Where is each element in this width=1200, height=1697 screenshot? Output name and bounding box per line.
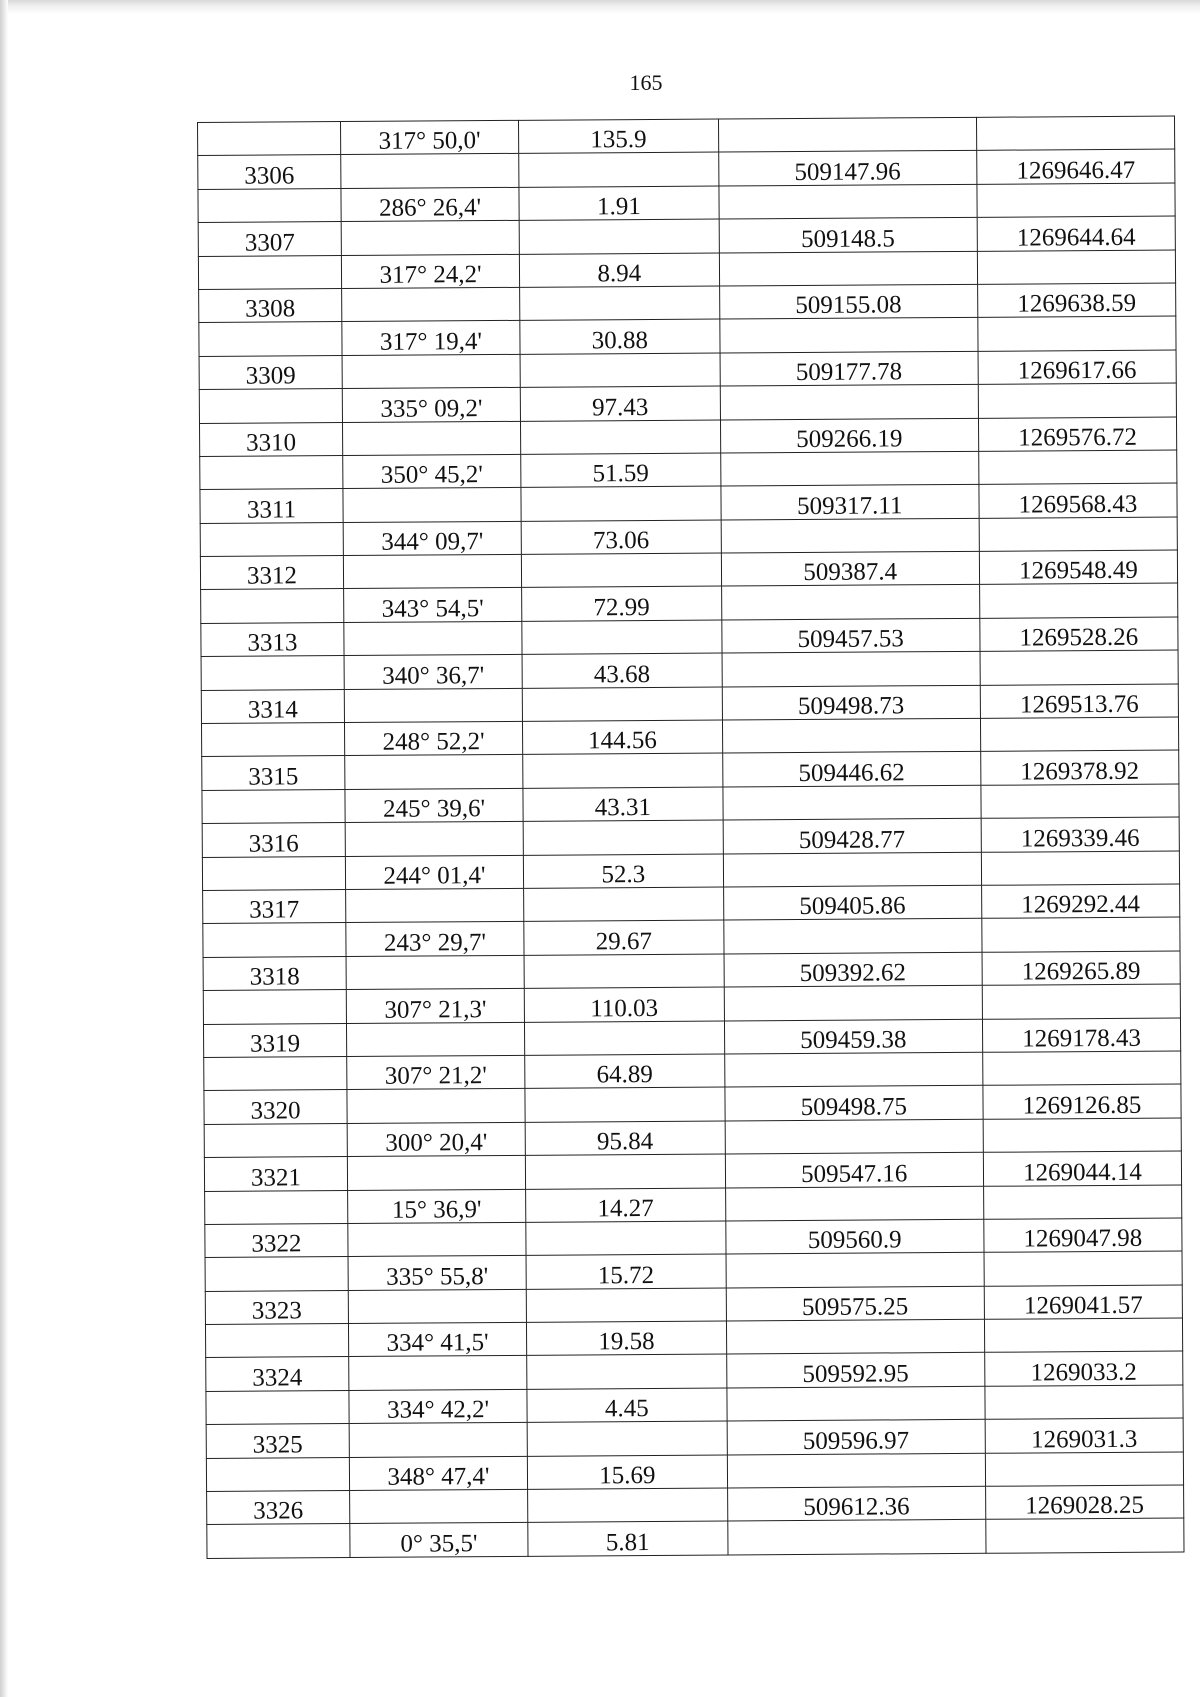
table-row (205, 1218, 1182, 1258)
y-cell: 1269041.57 (984, 1285, 1182, 1320)
distance-cell (527, 1354, 727, 1389)
point-cell: 3311 (200, 489, 343, 523)
distance-cell (524, 887, 724, 922)
y-cell: 1269126.85 (983, 1084, 1181, 1119)
distance-cell: 15.69 (527, 1455, 727, 1490)
point-cell (199, 322, 342, 356)
bearing-cell (343, 554, 521, 589)
point-cell (201, 589, 344, 623)
bearing-cell (344, 621, 522, 656)
table-row (203, 951, 1180, 991)
x-cell: 509387.4 (721, 551, 979, 586)
bearing-cell: 0° 35,5' (350, 1523, 528, 1558)
distance-cell (526, 1288, 726, 1323)
table-row (203, 1018, 1180, 1058)
point-cell: 3310 (199, 422, 342, 456)
y-cell: 1269548.49 (979, 550, 1177, 585)
bearing-cell: 317° 50,0' (340, 120, 518, 155)
bearing-cell (341, 154, 519, 189)
y-cell: 1269031.3 (985, 1418, 1183, 1453)
x-cell (719, 318, 977, 353)
point-cell: 3321 (204, 1157, 347, 1191)
y-cell (979, 450, 1177, 485)
x-cell: 509266.19 (720, 418, 978, 453)
point-cell (207, 1524, 350, 1558)
distance-cell (524, 954, 724, 989)
y-cell (980, 717, 1178, 752)
y-cell (982, 984, 1180, 1019)
bearing-cell (350, 1489, 528, 1524)
y-cell (980, 650, 1178, 685)
point-cell (203, 990, 346, 1024)
distance-cell (520, 353, 720, 388)
y-cell: 1269644.64 (977, 216, 1175, 251)
bearing-cell (342, 354, 520, 389)
x-cell (723, 785, 981, 820)
y-cell: 1269378.92 (981, 750, 1179, 785)
y-cell: 1269292.44 (981, 884, 1179, 919)
y-cell: 1269638.59 (977, 283, 1175, 318)
table-row (207, 1518, 1184, 1558)
point-cell (202, 789, 345, 823)
distance-cell: 73.06 (521, 520, 721, 555)
distance-cell: 144.56 (523, 720, 723, 755)
distance-cell (522, 620, 722, 655)
bearing-cell: 243° 29,7' (346, 922, 524, 957)
y-cell (983, 1118, 1181, 1153)
x-cell: 509428.77 (723, 819, 981, 854)
bearing-cell (345, 822, 523, 857)
distance-cell (528, 1488, 728, 1523)
x-cell (724, 985, 982, 1020)
distance-cell: 110.03 (524, 987, 724, 1022)
point-cell: 3308 (199, 288, 342, 322)
y-cell (984, 1251, 1182, 1286)
x-cell: 509148.5 (719, 218, 977, 253)
point-cell: 3319 (203, 1023, 346, 1057)
point-cell: 3309 (199, 355, 342, 389)
bearing-cell (346, 888, 524, 923)
x-cell (726, 1253, 984, 1288)
point-cell: 3320 (204, 1090, 347, 1124)
point-cell (200, 522, 343, 556)
x-cell: 509405.86 (723, 885, 981, 920)
x-cell (723, 852, 981, 887)
distance-cell (527, 1421, 727, 1456)
x-cell: 509446.62 (722, 752, 980, 787)
y-cell (979, 583, 1177, 618)
point-cell: 3324 (206, 1357, 349, 1391)
bearing-cell: 300° 20,4' (347, 1122, 525, 1157)
distance-cell: 5.81 (528, 1521, 728, 1556)
bearing-cell: 15° 36,9' (348, 1189, 526, 1224)
distance-cell: 43.68 (522, 653, 722, 688)
point-cell: 3325 (206, 1424, 349, 1458)
bearing-cell: 335° 55,8' (348, 1256, 526, 1291)
point-cell: 3313 (201, 622, 344, 656)
table-row (202, 750, 1179, 790)
bearing-cell (349, 1356, 527, 1391)
y-cell (982, 917, 1180, 952)
point-cell (206, 1390, 349, 1424)
y-cell (978, 383, 1176, 418)
table-row (200, 483, 1177, 523)
y-cell (984, 1318, 1182, 1353)
distance-cell: 52.3 (523, 854, 723, 889)
x-cell (725, 1119, 983, 1154)
y-cell (981, 851, 1179, 886)
bearing-cell (347, 1155, 525, 1190)
bearing-cell: 245° 39,6' (345, 788, 523, 823)
x-cell: 509392.62 (724, 952, 982, 987)
point-cell: 3316 (202, 823, 345, 857)
bearing-cell (348, 1222, 526, 1257)
x-cell: 509498.75 (725, 1086, 983, 1121)
distance-cell: 97.43 (520, 386, 720, 421)
y-cell: 1269646.47 (977, 149, 1175, 184)
point-cell: 3314 (201, 689, 344, 723)
distance-cell (523, 820, 723, 855)
x-cell: 509147.96 (718, 151, 976, 186)
point-cell (206, 1457, 349, 1491)
distance-cell (525, 1087, 725, 1122)
y-cell (976, 116, 1174, 151)
table-row (206, 1418, 1183, 1458)
bearing-cell (343, 488, 521, 523)
bearing-cell: 343° 54,5' (344, 588, 522, 623)
x-cell (723, 919, 981, 954)
y-cell (983, 1051, 1181, 1086)
bearing-cell (347, 1089, 525, 1124)
bearing-cell: 334° 41,5' (348, 1322, 526, 1357)
bearing-cell: 307° 21,2' (347, 1055, 525, 1090)
point-cell: 3318 (203, 956, 346, 990)
table-row (199, 417, 1176, 457)
bearing-cell: 350° 45,2' (343, 454, 521, 489)
distance-cell: 1.91 (519, 186, 719, 221)
table-row (204, 1084, 1181, 1124)
point-cell: 3322 (205, 1223, 348, 1257)
x-cell (722, 718, 980, 753)
page-number: 165 (629, 70, 663, 95)
table-row (206, 1351, 1183, 1391)
table-row (203, 884, 1180, 924)
point-cell (201, 723, 344, 757)
point-cell: 3312 (200, 556, 343, 590)
point-cell (205, 1257, 348, 1291)
point-cell: 3306 (198, 155, 341, 189)
point-cell: 3317 (203, 890, 346, 924)
table-row (200, 550, 1177, 590)
x-cell: 509155.08 (719, 284, 977, 319)
distance-cell: 95.84 (525, 1121, 725, 1156)
scan-edge-left (0, 0, 8, 1697)
y-cell (979, 517, 1177, 552)
table-row (201, 617, 1178, 657)
y-cell: 1269339.46 (981, 817, 1179, 852)
point-cell: 3323 (205, 1290, 348, 1324)
distance-cell: 15.72 (526, 1254, 726, 1289)
point-cell (203, 923, 346, 957)
y-cell (986, 1518, 1184, 1553)
distance-cell: 51.59 (521, 453, 721, 488)
bearing-cell (349, 1423, 527, 1458)
x-cell: 509498.73 (722, 685, 980, 720)
distance-cell: 30.88 (520, 319, 720, 354)
point-cell (198, 255, 341, 289)
x-cell (727, 1453, 985, 1488)
distance-cell (525, 1021, 725, 1056)
y-cell: 1269617.66 (978, 350, 1176, 385)
table-row (198, 216, 1175, 256)
table-row (204, 1151, 1181, 1191)
distance-cell (520, 286, 720, 321)
x-cell (721, 518, 979, 553)
distance-cell (519, 152, 719, 187)
x-cell (722, 652, 980, 687)
distance-cell: 19.58 (527, 1321, 727, 1356)
y-cell (977, 250, 1175, 285)
x-cell: 509575.25 (726, 1286, 984, 1321)
coordinates-table-body (198, 116, 1185, 1558)
point-cell (200, 455, 343, 489)
bearing-cell (342, 287, 520, 322)
bearing-cell: 344° 09,7' (343, 521, 521, 556)
x-cell: 509612.36 (727, 1486, 985, 1521)
distance-cell: 8.94 (519, 253, 719, 288)
point-cell (201, 656, 344, 690)
x-cell: 509457.53 (721, 618, 979, 653)
bearing-cell (345, 755, 523, 790)
distance-cell (521, 420, 721, 455)
distance-cell (526, 1221, 726, 1256)
x-cell: 509317.11 (721, 485, 979, 520)
x-cell (720, 384, 978, 419)
y-cell (978, 316, 1176, 351)
bearing-cell: 307° 21,3' (346, 989, 524, 1024)
bearing-cell (344, 688, 522, 723)
bearing-cell: 248° 52,2' (344, 721, 522, 756)
bearing-cell (341, 221, 519, 256)
point-cell (199, 389, 342, 423)
x-cell: 509547.16 (725, 1152, 983, 1187)
x-cell (727, 1520, 985, 1555)
x-cell: 509177.78 (720, 351, 978, 386)
bearing-cell: 348° 47,4' (349, 1456, 527, 1491)
y-cell: 1269033.2 (985, 1351, 1183, 1386)
distance-cell (522, 687, 722, 722)
distance-cell: 14.27 (526, 1188, 726, 1223)
table-row (201, 684, 1178, 724)
distance-cell (523, 753, 723, 788)
point-cell: 3307 (198, 222, 341, 256)
point-cell (205, 1324, 348, 1358)
x-cell (718, 117, 976, 152)
point-cell: 3315 (202, 756, 345, 790)
table-row (198, 149, 1175, 189)
scan-edge-top (0, 0, 1200, 14)
y-cell: 1269576.72 (978, 417, 1176, 452)
bearing-cell: 335° 09,2' (342, 387, 520, 422)
distance-cell: 64.89 (525, 1054, 725, 1089)
bearing-cell: 317° 24,2' (341, 254, 519, 289)
y-cell: 1269047.98 (984, 1218, 1182, 1253)
y-cell: 1269028.25 (985, 1485, 1183, 1520)
y-cell (977, 183, 1175, 218)
x-cell: 509459.38 (724, 1019, 982, 1054)
distance-cell: 135.9 (519, 119, 719, 154)
point-cell (198, 122, 341, 156)
point-cell (204, 1056, 347, 1090)
distance-cell: 4.45 (527, 1388, 727, 1423)
x-cell (719, 251, 977, 286)
point-cell (205, 1190, 348, 1224)
x-cell: 509596.97 (727, 1420, 985, 1455)
bearing-cell (342, 421, 520, 456)
point-cell (202, 856, 345, 890)
table-row (199, 350, 1176, 390)
bearing-cell: 317° 19,4' (342, 321, 520, 356)
y-cell: 1269265.89 (982, 951, 1180, 986)
table-row (207, 1485, 1184, 1525)
bearing-cell: 286° 26,4' (341, 187, 519, 222)
table-row (199, 283, 1176, 323)
y-cell (985, 1452, 1183, 1487)
distance-cell (525, 1154, 725, 1189)
y-cell: 1269528.26 (980, 617, 1178, 652)
y-cell (985, 1385, 1183, 1420)
distance-cell: 29.67 (524, 920, 724, 955)
y-cell (981, 784, 1179, 819)
coordinates-table (197, 116, 1185, 1559)
point-cell (198, 188, 341, 222)
y-cell: 1269513.76 (980, 684, 1178, 719)
distance-cell (521, 553, 721, 588)
table-row (202, 817, 1179, 857)
point-cell (204, 1123, 347, 1157)
x-cell (719, 184, 977, 219)
distance-cell (519, 219, 719, 254)
x-cell (727, 1386, 985, 1421)
bearing-cell (346, 1022, 524, 1057)
distance-cell: 72.99 (522, 587, 722, 622)
bearing-cell: 244° 01,4' (345, 855, 523, 890)
y-cell: 1269568.43 (979, 483, 1177, 518)
bearing-cell: 334° 42,2' (349, 1389, 527, 1424)
x-cell (726, 1319, 984, 1354)
x-cell (725, 1186, 983, 1221)
point-cell: 3326 (207, 1491, 350, 1525)
distance-cell: 43.31 (523, 787, 723, 822)
y-cell (983, 1184, 1181, 1219)
y-cell: 1269178.43 (982, 1018, 1180, 1053)
bearing-cell: 340° 36,7' (344, 655, 522, 690)
bearing-cell (346, 955, 524, 990)
bearing-cell (348, 1289, 526, 1324)
x-cell: 509592.95 (726, 1353, 984, 1388)
x-cell (720, 451, 978, 486)
x-cell (721, 585, 979, 620)
y-cell: 1269044.14 (983, 1151, 1181, 1186)
x-cell (724, 1052, 982, 1087)
distance-cell (521, 486, 721, 521)
table-row (205, 1285, 1182, 1325)
x-cell: 509560.9 (725, 1219, 983, 1254)
